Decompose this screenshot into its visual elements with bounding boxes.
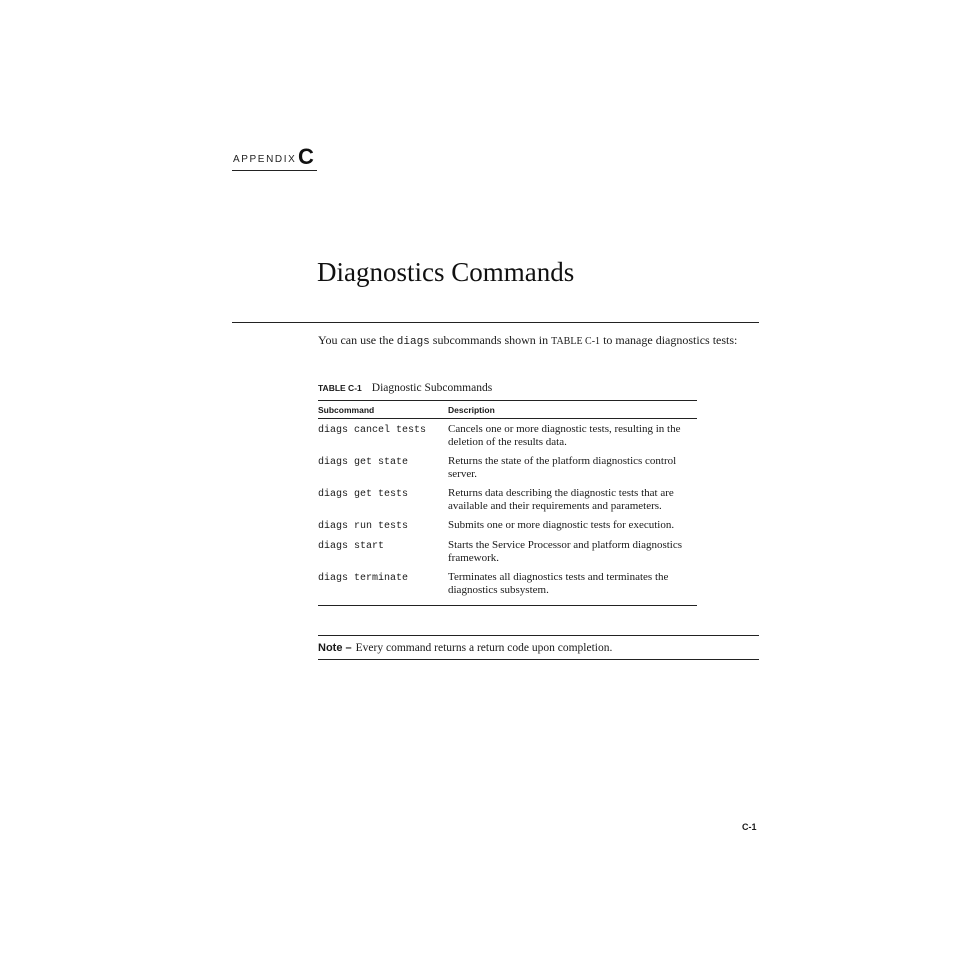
- table-row: [318, 571, 697, 597]
- table-caption: [318, 378, 492, 396]
- table-header-description: Description: [448, 404, 495, 415]
- table-row: [318, 519, 697, 533]
- description-cell: Cancels one or more diagnostic tests, resulting in the deletion of the results data.: [448, 423, 681, 448]
- intro-text-after: to manage diagnostics tests:: [600, 333, 738, 347]
- description-cell: Starts the Service Processor and platform diagnostics framework.: [448, 539, 683, 564]
- description-cell: Returns data describing the diagnostic tests that are available and their requirements and parameters.: [448, 487, 674, 512]
- appendix-word: APPENDIX: [233, 154, 297, 165]
- description-cell: Returns the state of the platform diagnostics control server.: [448, 455, 677, 480]
- subcommand-cell: diags terminate: [318, 573, 409, 584]
- chapter-title: Diagnostics Commands: [317, 257, 575, 287]
- subcommand-cell: diags get tests: [318, 489, 409, 500]
- intro-paragraph: [318, 334, 750, 349]
- table-row: [318, 455, 697, 481]
- table-caption-text: Diagnostic Subcommands: [371, 382, 493, 394]
- table-body: [318, 419, 697, 605]
- note-label: Note –: [318, 641, 352, 654]
- subcommand-cell: diags cancel tests: [318, 425, 427, 436]
- table-header-row: [318, 401, 697, 419]
- intro-command: diags: [396, 336, 430, 348]
- appendix-label: [232, 146, 317, 171]
- intro-text-middle: subcommands shown in: [429, 333, 552, 347]
- table-row: [318, 487, 697, 513]
- note-box: [318, 635, 759, 660]
- table-header-subcommand: Subcommand: [318, 404, 375, 415]
- page-number: C-1: [742, 822, 757, 832]
- subcommand-cell: diags get state: [318, 457, 409, 468]
- table-row: [318, 539, 697, 565]
- table-caption-label: TABLE C-1: [318, 383, 362, 393]
- subcommand-cell: diags start: [318, 541, 385, 552]
- subcommand-cell: diags run tests: [318, 521, 409, 532]
- intro-table-reference[interactable]: TABLE C-1: [551, 336, 601, 347]
- appendix-letter: C: [298, 144, 314, 169]
- subcommands-table: [318, 400, 697, 606]
- description-cell: Submits one or more diagnostic tests for execution.: [448, 519, 675, 531]
- title-divider: [232, 322, 759, 323]
- intro-text-before: You can use the: [318, 333, 397, 347]
- note-text: Every command returns a return code upon completion.: [355, 641, 613, 654]
- description-cell: Terminates all diagnostics tests and terminates the diagnostics subsystem.: [448, 571, 669, 596]
- table-row: [318, 423, 697, 449]
